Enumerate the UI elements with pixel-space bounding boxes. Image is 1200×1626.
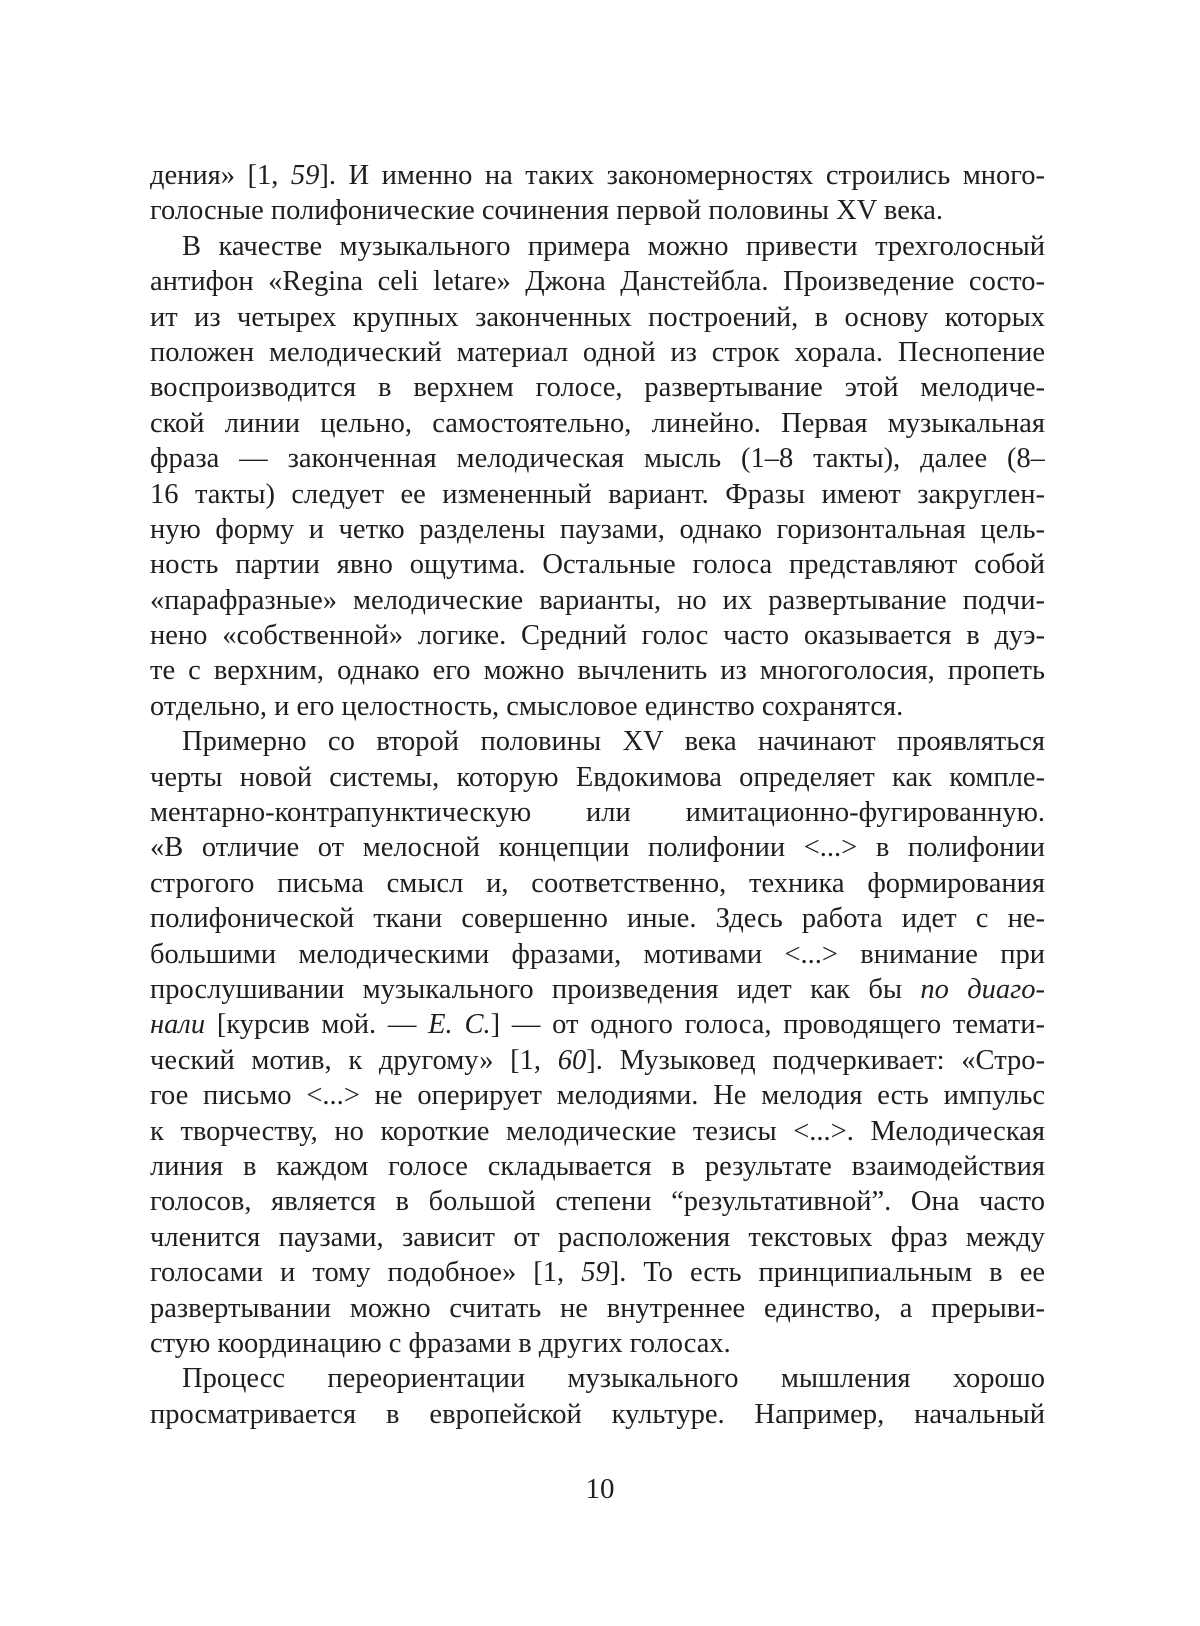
text-line bbox=[150, 1326, 1045, 1361]
text-segment: те с верхним, однако его можно вычленить из многоголосия, пропеть bbox=[150, 655, 1045, 687]
text-segment: ]. Музыковед подчеркивает: «Стро- bbox=[586, 1044, 1045, 1076]
text-segment: большими мелодическими фразами, мотивами <...> внимание при bbox=[150, 938, 1045, 970]
text-line bbox=[150, 370, 1045, 405]
text-line bbox=[150, 264, 1045, 299]
text-segment: [курсив мой. — bbox=[205, 1009, 429, 1041]
text-line bbox=[150, 937, 1045, 972]
text-segment: антифон «Regina celi letare» Джона Данстейбла. Произведение состо- bbox=[150, 266, 1045, 298]
text-line bbox=[150, 1184, 1045, 1219]
text-segment: строгого письма смысл и, соответственно, техника формирования bbox=[150, 867, 1045, 899]
text-segment: ность партии явно ощутима. Остальные голоса представляют собой bbox=[150, 549, 1045, 581]
text-line bbox=[150, 830, 1045, 865]
text-line bbox=[150, 760, 1045, 795]
text-line bbox=[150, 441, 1045, 476]
text-segment: ментарно-контрапунктическую или имитационно-фугированную. bbox=[150, 797, 1045, 829]
text-line bbox=[150, 158, 1045, 193]
text-segment: Примерно со второй половины XV века начинают проявляться bbox=[182, 726, 1045, 758]
text-segment: развертывании можно считать не внутреннее единство, а прерыви- bbox=[150, 1292, 1045, 1324]
text-line bbox=[150, 1361, 1045, 1396]
text-segment: нено «собственной» логике. Средний голос часто оказывается в дуэ- bbox=[150, 620, 1045, 652]
text-segment: гое письмо <...> не оперирует мелодиями. Не мелодия есть импульс bbox=[150, 1080, 1045, 1112]
text-segment: ]. То есть принципиальным в ее bbox=[609, 1257, 1045, 1289]
text-segment: прослушивании музыкального произведения идет как бы bbox=[150, 973, 921, 1005]
text-line bbox=[150, 335, 1045, 370]
text-line bbox=[150, 1220, 1045, 1255]
italic-text-segment: 59 bbox=[290, 160, 320, 191]
text-line bbox=[150, 1291, 1045, 1326]
text-segment: полифонической ткани совершенно иные. Здесь работа идет с не- bbox=[150, 903, 1045, 935]
text-segment: голосами и тому подобное» [1, bbox=[150, 1257, 582, 1289]
text-segment: отдельно, и его целостность, смысловое единство сохранятся. bbox=[150, 690, 904, 722]
text-segment: стую координацию с фразами в других голосах. bbox=[150, 1327, 731, 1359]
text-line bbox=[150, 229, 1045, 264]
italic-text-segment: нали bbox=[150, 1009, 206, 1041]
text-segment: Процесс переориентации музыкального мышления хорошо bbox=[182, 1363, 1045, 1395]
text-segment: ную форму и четко разделены паузами, однако горизонтальная цель- bbox=[150, 513, 1045, 545]
text-line bbox=[150, 795, 1045, 830]
text-segment: «В отличие от мелосной концепции полифонии <...> в полифонии bbox=[150, 832, 1045, 864]
italic-text-segment: Е. С. bbox=[428, 1009, 491, 1041]
text-segment: воспроизводится в верхнем голосе, развертывание этой мелодиче- bbox=[150, 372, 1045, 404]
text-segment: «парафразные» мелодические варианты, но их развертывание подчи- bbox=[150, 584, 1045, 616]
text-segment: черты новой системы, которую Евдокимова определяет как компле- bbox=[150, 761, 1045, 793]
text-segment: В качестве музыкального примера можно привести трехголосный bbox=[182, 230, 1045, 262]
text-line bbox=[150, 1255, 1045, 1290]
text-line bbox=[150, 547, 1045, 582]
text-line bbox=[150, 972, 1045, 1007]
italic-text-segment: 59 bbox=[581, 1257, 610, 1289]
text-segment: ческий мотив, к другому» [1, bbox=[150, 1044, 558, 1076]
text-segment: к творчеству, но короткие мелодические тезисы <...>. Мелодическая bbox=[150, 1115, 1045, 1147]
text-block bbox=[150, 158, 1045, 1432]
text-segment: ]. И именно на таких закономерностях строились много- bbox=[319, 160, 1045, 191]
text-line bbox=[150, 1043, 1045, 1078]
text-line bbox=[150, 477, 1045, 512]
text-line bbox=[150, 618, 1045, 653]
text-line bbox=[150, 1114, 1045, 1149]
text-line bbox=[150, 901, 1045, 936]
text-segment: просматривается в европейской культуре. Например, начальный bbox=[150, 1398, 1045, 1430]
text-line bbox=[150, 193, 1045, 228]
text-line bbox=[150, 1007, 1045, 1042]
italic-text-segment: по диаго- bbox=[920, 973, 1045, 1005]
text-line bbox=[150, 583, 1045, 618]
text-segment: ит из четырех крупных законченных построений, в основу которых bbox=[150, 301, 1045, 333]
page-number: 10 bbox=[585, 1473, 615, 1505]
text-segment: голосные полифонические сочинения первой половины XV века. bbox=[150, 195, 944, 227]
text-line bbox=[150, 1078, 1045, 1113]
text-segment: членится паузами, зависит от расположения текстовых фраз между bbox=[150, 1221, 1045, 1253]
text-segment: фраза — законченная мелодическая мысль (1–8 такты), далее (8– bbox=[150, 443, 1045, 475]
text-line bbox=[150, 653, 1045, 688]
text-segment: положен мелодический материал одной из строк хорала. Песнопение bbox=[150, 336, 1045, 368]
text-line bbox=[150, 689, 1045, 724]
text-line bbox=[150, 1149, 1045, 1184]
text-line bbox=[150, 1397, 1045, 1432]
text-line bbox=[150, 866, 1045, 901]
text-segment: ской линии цельно, самостоятельно, линейно. Первая музыкальная bbox=[150, 407, 1045, 439]
text-segment: линия в каждом голосе складывается в результате взаимодействия bbox=[150, 1150, 1045, 1182]
text-segment: ] — от одного голоса, проводящего темати- bbox=[490, 1009, 1045, 1041]
text-segment: дения» [1, bbox=[150, 160, 291, 191]
text-segment: голосов, является в большой степени “результативной”. Она часто bbox=[150, 1186, 1045, 1218]
text-line bbox=[150, 406, 1045, 441]
text-segment: 16 такты) следует ее измененный вариант. Фразы имеют закруглен- bbox=[150, 478, 1045, 510]
text-line bbox=[150, 300, 1045, 335]
text-line bbox=[150, 724, 1045, 759]
text-line bbox=[150, 512, 1045, 547]
italic-text-segment: 60 bbox=[557, 1044, 587, 1076]
